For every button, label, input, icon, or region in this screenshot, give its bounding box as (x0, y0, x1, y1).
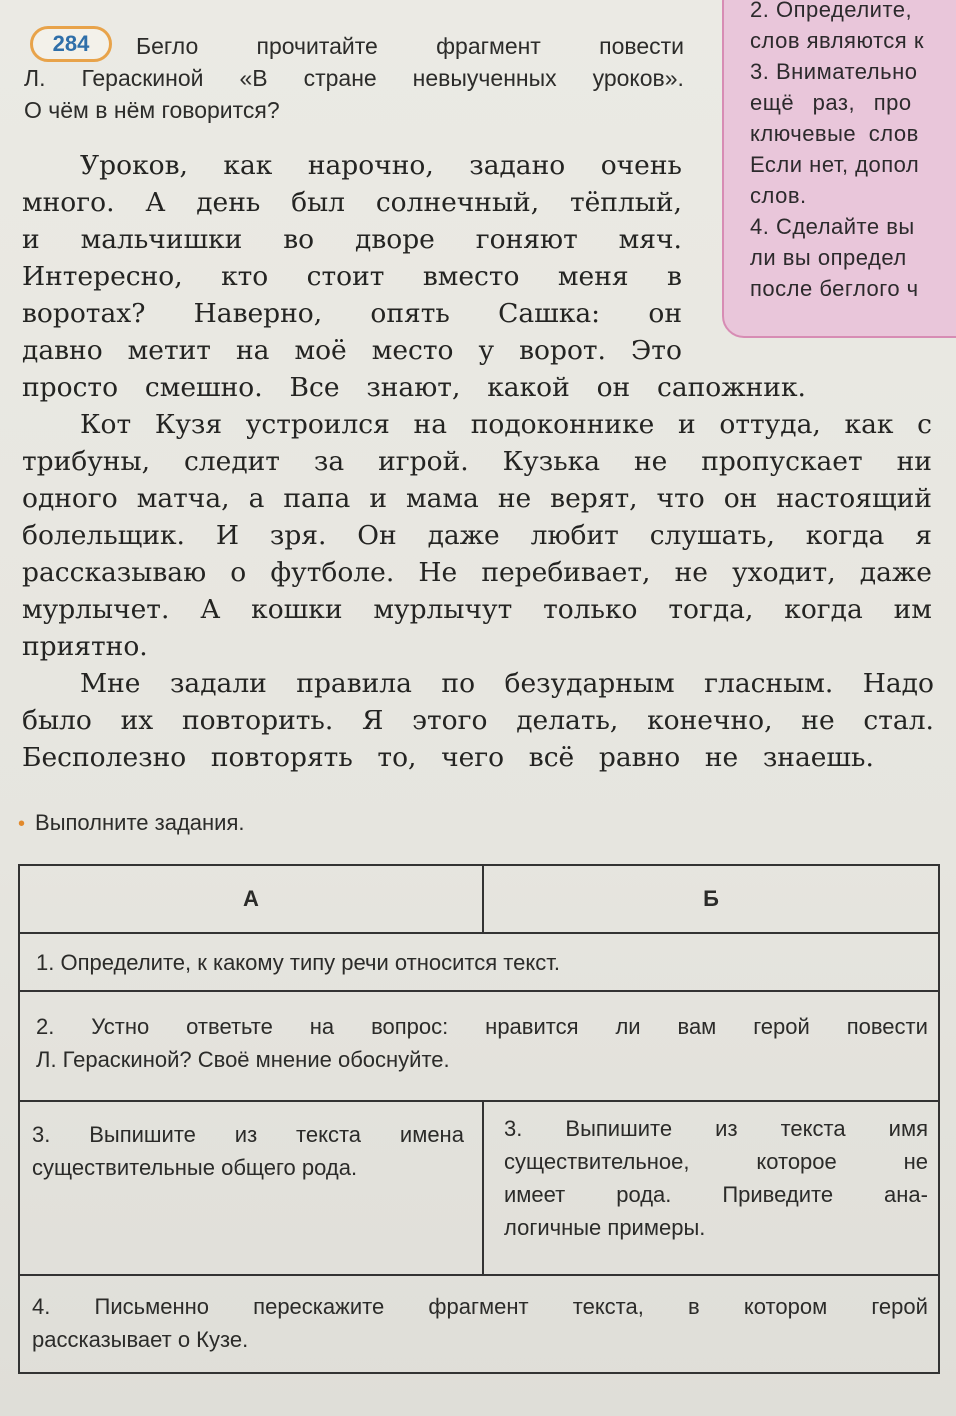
reading-line: воротах? Наверно, опять Сашка: он (22, 298, 682, 329)
column-header-b: Б (703, 886, 719, 911)
exercise-task-line: О чём в нём говорится? (24, 97, 280, 123)
table-divider (20, 990, 938, 992)
task-3b-line: логичные примеры. (504, 1215, 706, 1240)
instruction-row (18, 810, 244, 836)
task-3b-line: существительное, которое не (504, 1149, 928, 1174)
reading-line: Кот Кузя устроился на подоконнике и оттуда, как с (80, 409, 932, 440)
sidebar-line: 4. Сделайте вы (750, 214, 915, 239)
task-3b (504, 1112, 928, 1244)
instruction-text: Выполните задания. (35, 810, 245, 835)
task-2 (36, 1010, 928, 1076)
reading-line: болельщик. И зря. Он даже любит слушать, когда я (22, 520, 932, 551)
sidebar-line: 2. Определите, (750, 0, 913, 22)
task-1 (36, 946, 926, 979)
task-3b-line: имеет рода. Приведите ана- (504, 1182, 928, 1207)
reading-line: одного матча, а папа и мама не верят, что он настоящий (22, 483, 932, 514)
task-2-line: 2. Устно ответьте на вопрос: нравится ли вам герой повести (36, 1014, 928, 1039)
task-4-line: 4. Письменно перескажите фрагмент текста, в котором герой (32, 1294, 928, 1319)
exercise-task-line: Л. Гераскиной «В стране невыученных уроков». (24, 65, 684, 91)
task-table (18, 864, 940, 1374)
sidebar-text (750, 0, 956, 304)
reading-line: мурлычет. А кошки мурлычут только тогда, когда им (22, 594, 932, 625)
table-divider (20, 932, 938, 934)
task-4 (32, 1290, 928, 1356)
reading-line: просто смешно. Все знают, какой он сапожник. (22, 372, 806, 403)
table-divider (20, 1100, 938, 1102)
task-3a (32, 1118, 464, 1184)
sidebar-line: ключевые слов (750, 121, 919, 146)
reading-line: давно метит на моё место у ворот. Это (22, 335, 682, 366)
reading-line: и мальчишки во дворе гоняют мяч. (22, 224, 682, 255)
bullet-icon: • (18, 813, 26, 835)
reading-line: много. А день был солнечный, тёплый, (22, 187, 682, 218)
reading-line: Бесполезно повторять то, чего всё равно не знаешь. (22, 742, 874, 773)
sidebar-line: слов. (750, 183, 807, 208)
sidebar-line: ещё раз, про (750, 90, 912, 115)
table-divider (482, 1100, 484, 1274)
task-2-line: Л. Гераскиной? Своё мнение обоснуйте. (36, 1047, 450, 1072)
sidebar-line: ли вы определ (750, 245, 907, 270)
reading-line: рассказываю о футболе. Не перебивает, не уходит, даже (22, 557, 932, 588)
sidebar-line: слов являются к (750, 28, 924, 53)
sidebar-panel (722, 0, 956, 338)
reading-line: Мне задали правила по безударным гласным. Надо (80, 668, 934, 699)
reading-line: Интересно, кто стоит вместо меня в (22, 261, 682, 292)
reading-line: Уроков, как нарочно, задано очень (80, 150, 682, 181)
task-3a-line: существительные общего рода. (32, 1155, 358, 1180)
table-divider (20, 1274, 938, 1276)
task-4-line: рассказывает о Кузе. (32, 1327, 249, 1352)
reading-line: было их повторить. Я этого делать, конечно, не стал. (22, 705, 934, 736)
exercise-task (24, 30, 684, 126)
sidebar-line: Если нет, допол (750, 152, 920, 177)
reading-line: трибуны, следит за игрой. Кузька не пропускает ни (22, 446, 932, 477)
exercise-task-line: Бегло прочитайте фрагмент повести (136, 33, 684, 59)
column-header-a: А (243, 886, 259, 911)
task-3a-line: 3. Выпишите из текста имена (32, 1122, 464, 1147)
task-3b-line: 3. Выпишите из текста имя (504, 1116, 928, 1141)
sidebar-line: 3. Внимательно (750, 59, 918, 84)
task-1-line: 1. Определите, к какому типу речи относится текст. (36, 950, 560, 975)
reading-line: приятно. (22, 631, 148, 662)
sidebar-line: после беглого ч (750, 276, 919, 301)
exercise-number-badge: 284 (30, 26, 112, 62)
